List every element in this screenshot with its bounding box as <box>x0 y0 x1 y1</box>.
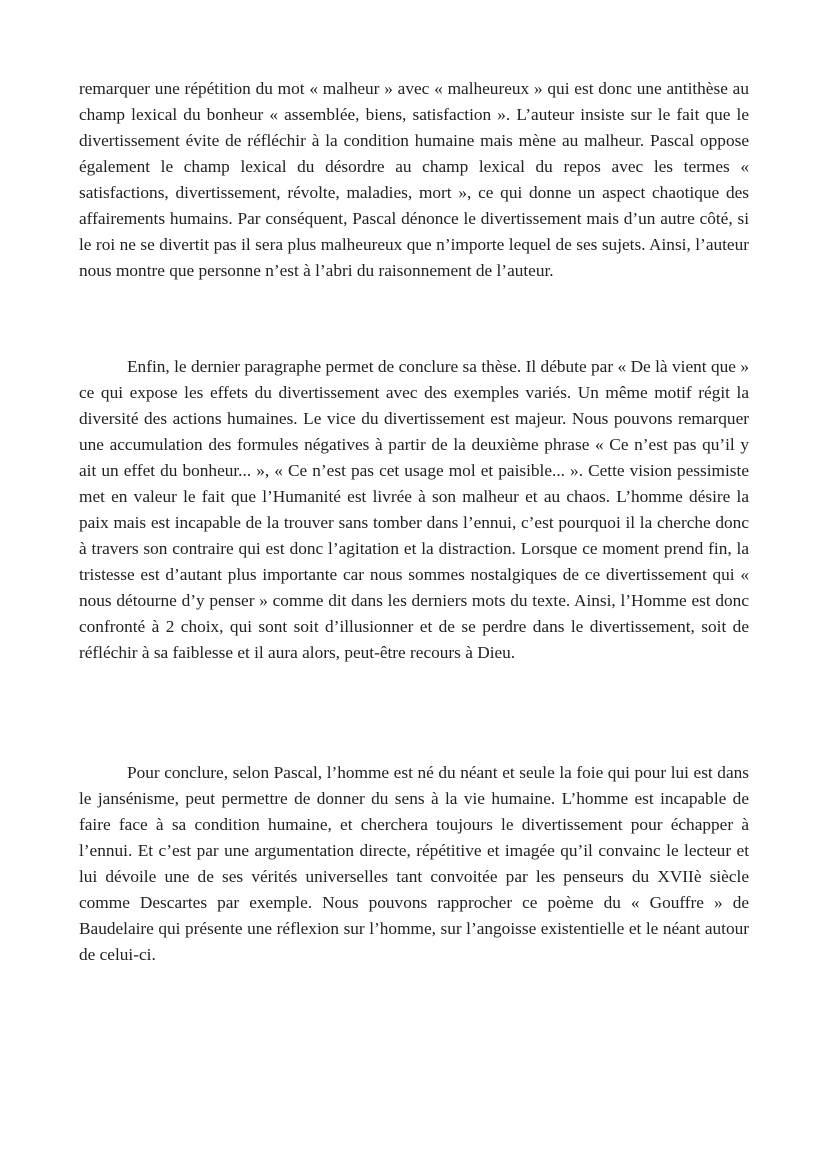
paragraph-conclusion: Pour conclure, selon Pascal, l’homme est né du néant et seule la foie qui pour lui est dans le jansénisme, peut permettre de donner du sens à la vie humaine. L’homme est incapable de faire face à sa condition humaine, et cherchera toujours le divertissement pour échapper à l’ennui. Et c’est par une argumentation directe, répétitive et imagée qu’il convainc le lecteur et lui dévoile une de ses vérités universelles tant convoitée par les penseurs du XVIIè siècle comme Descartes par exemple. Nous pouvons rapprocher ce poème du « Gouffre » de Baudelaire qui présente une réflexion sur l’homme, sur l’angoisse existentielle et le néant autour de celui-ci. <box>79 763 749 964</box>
paragraph-continuation: remarquer une répétition du mot « malheur » avec « malheureux » qui est donc une antithèse au champ lexical du bonheur « assemblée, biens, satisfaction ». L’auteur insiste sur le fait que le divertissement évite de réfléchir à la condition humaine mais mène au malheur. Pascal oppose également le champ lexical du désordre au champ lexical du repos avec les termes « satisfactions, divertissement, révolte, maladies, mort », ce qui donne un aspect chaotique des affairements humains. Par conséquent, Pascal dénonce le divertissement mais d’un autre côté, si le roi ne se divertit pas il sera plus malheureux que n’importe lequel de ses sujets. Ainsi, l’auteur nous montre que personne n’est à l’abri du raisonnement de l’auteur. <box>79 79 749 280</box>
paragraph-last-section: Enfin, le dernier paragraphe permet de conclure sa thèse. Il débute par « De là vient que » ce qui expose les effets du divertissement avec des exemples variés. Un même motif régit la diversité des actions humaines. Le vice du divertissement est majeur. Nous pouvons remarquer une accumulation des formules négatives à partir de la deuxième phrase « Ce n’est pas qu’il y ait un effet du bonheur... », « Ce n’est pas cet usage mol et paisible... ». Cette vision pessimiste met en valeur le fait que l’Humanité est livrée à son malheur et au chaos. L’homme désire la paix mais est incapable de la trouver sans tomber dans l’ennui, c’est pourquoi il la cherche donc à travers son contraire qui est donc l’agitation et la distraction. Lorsque ce moment prend fin, la tristesse est d’autant plus importante car nous sommes nostalgiques de ce divertissement qui « nous détourne d’y penser » comme dit dans les derniers mots du texte. Ainsi, l’Homme est donc confronté à 2 choix, qui sont soit d’illusionner et de se perdre dans le divertissement, soit de réfléchir à sa faiblesse et il aura alors, peut-être recours à Dieu. <box>79 357 749 662</box>
